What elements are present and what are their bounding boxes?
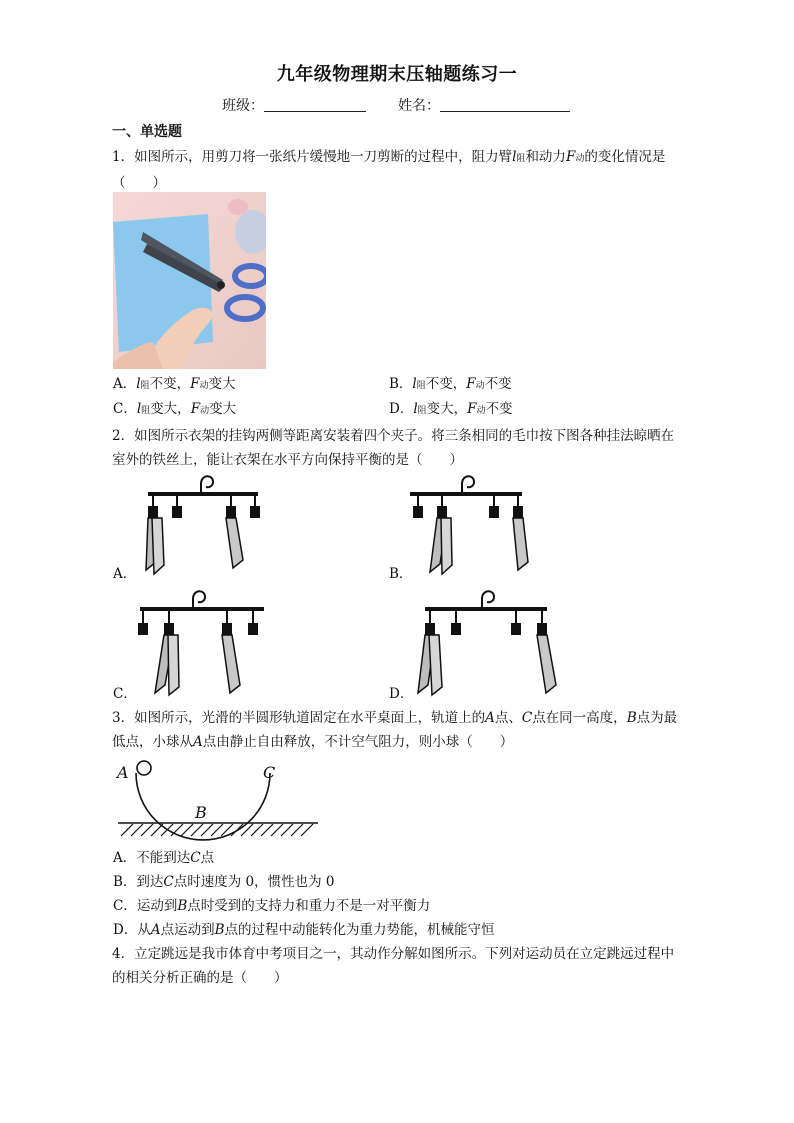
q2-option-c[interactable]: C． [113, 686, 137, 702]
class-field [222, 95, 366, 115]
question-3-text: 3．如图所示，光滑的半圆形轨道固定在水平桌面上，轨道上的A点、C点在同一高度，B点为最低点，小球从A点由静止自由释放，不计空气阻力，则小球（ ） [112, 710, 678, 750]
q3-option-d[interactable]: D．从A点运动到B点的过程中动能转化为重力势能，机械能守恒 [113, 922, 495, 938]
name-blank[interactable] [440, 97, 570, 112]
q3-option-b[interactable]: B．到达C点时速度为 0，惯性也为 0 [113, 874, 335, 890]
q1-option-a[interactable]: A．l阻不变，F动变大 [113, 376, 236, 392]
point-a-label: A [117, 763, 129, 782]
q1-option-d[interactable]: D．l阻变大，F动不变 [389, 401, 513, 417]
hanger-figure-d [410, 585, 560, 697]
hanger-figure-a [133, 470, 268, 578]
q2-option-b[interactable]: B． [389, 566, 413, 582]
hanger-figure-c [133, 585, 268, 697]
class-label: 班级： [222, 98, 264, 114]
q3-option-c[interactable]: C．运动到B点时受到的支持力和重力不是一对平衡力 [113, 898, 431, 914]
point-c-label: C [263, 763, 276, 782]
q1-option-c[interactable]: C．l阻变大，F动变大 [113, 401, 237, 417]
semicircle-track-figure [113, 756, 323, 842]
class-blank[interactable] [264, 97, 366, 112]
q3-option-a[interactable]: A．不能到达C点 [113, 850, 215, 866]
name-field [398, 95, 570, 115]
q2-option-a[interactable]: A． [113, 566, 137, 582]
hanger-figure-b [410, 470, 545, 578]
q1-option-b[interactable]: B．l阻不变，F动不变 [389, 376, 512, 392]
page-title: 九年级物理期末压轴题练习一 [276, 64, 518, 85]
question-4-text: 4．立定跳远是我市体育中考项目之一，其动作分解如图所示。下列对运动员在立定跳远过程中的相关分析正确的是（ ） [112, 946, 675, 986]
name-label: 姓名： [398, 98, 440, 114]
question-1-text: 1．如图所示，用剪刀将一张纸片缓慢地一刀剪断的过程中，阻力臂l阻和动力F动的变化情况是（ ） [112, 149, 666, 191]
q2-option-d[interactable]: D． [389, 686, 414, 702]
section-heading: 一、单选题 [112, 124, 182, 140]
scissors-photo [113, 192, 266, 369]
question-2-text: 2．如图所示衣架的挂钩两侧等距离安装着四个夹子。将三条相同的毛巾按下图各种挂法晾晒在室外的铁丝上，能让衣架在水平方向保持平衡的是（ ） [112, 428, 675, 468]
point-b-label: B [195, 803, 207, 822]
